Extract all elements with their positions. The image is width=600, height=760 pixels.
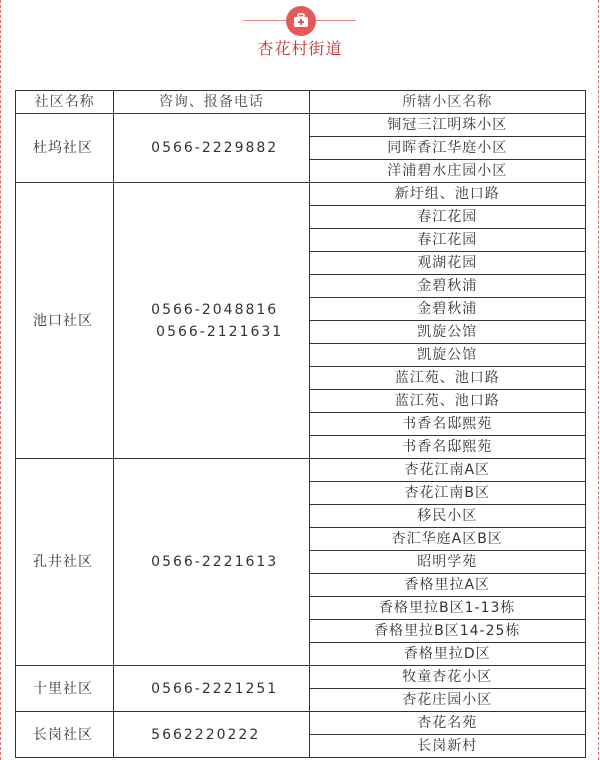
neighborhood-cell: 春江花园	[309, 206, 586, 229]
neighborhood-cell: 杏花江南A区	[309, 459, 586, 482]
neighborhood-cell: 书香名邸熙苑	[309, 436, 586, 459]
community-contact-table	[15, 90, 586, 758]
page-title: 杏花村街道	[257, 39, 343, 58]
phone-number: 0566-2221251	[151, 680, 279, 697]
neighborhood-cell: 香格里拉B区1-13栋	[309, 597, 586, 620]
table-row	[16, 183, 586, 206]
phone-cell	[114, 712, 309, 758]
phone-number: 0566-2229882	[151, 140, 279, 156]
header-divider-right	[316, 20, 356, 21]
page-border-left	[0, 0, 1, 760]
neighborhood-cell: 洋浦碧水庄园小区	[309, 160, 586, 183]
neighborhood-cell: 观湖花园	[309, 252, 586, 275]
neighborhood-cell: 香格里拉A区	[309, 574, 586, 597]
header-divider-left	[243, 20, 286, 21]
table-row	[16, 666, 586, 689]
neighborhood-cell: 新圩组、池口路	[309, 183, 586, 206]
neighborhood-cell: 凯旋公馆	[309, 344, 586, 367]
neighborhood-cell: 杏花名苑	[309, 712, 586, 735]
phone-number: 0566-2121631	[156, 323, 284, 340]
column-header-neighborhood: 所辖小区名称	[309, 91, 586, 114]
neighborhood-cell: 铜冠三江明珠小区	[309, 114, 586, 137]
phone-number: 0566-2221613	[151, 554, 279, 570]
section-header	[0, 0, 600, 70]
community-name: 长岗社区	[16, 712, 114, 758]
table-row	[16, 459, 586, 482]
neighborhood-cell: 牧童杏花小区	[309, 666, 586, 689]
neighborhood-cell: 书香名邸熙苑	[309, 413, 586, 436]
neighborhood-cell: 香格里拉D区	[309, 643, 586, 666]
table-row	[16, 114, 586, 137]
community-name: 十里社区	[16, 666, 114, 712]
medical-kit-icon	[286, 6, 316, 36]
column-header-phone: 咨询、报备电话	[114, 91, 309, 114]
phone-number: 0566-2048816	[151, 301, 279, 318]
phone-number: 5662220222	[151, 726, 261, 743]
neighborhood-cell: 移民小区	[309, 505, 586, 528]
table-header-row	[16, 91, 586, 114]
community-name: 杜坞社区	[16, 114, 114, 183]
neighborhood-cell: 同晖香江华庭小区	[309, 137, 586, 160]
neighborhood-cell: 蓝江苑、池口路	[309, 390, 586, 413]
community-name: 池口社区	[16, 183, 114, 459]
neighborhood-cell: 杏花庄园小区	[309, 689, 586, 712]
phone-cell	[114, 459, 309, 666]
column-header-community: 社区名称	[16, 91, 114, 114]
neighborhood-cell: 凯旋公馆	[309, 321, 586, 344]
phone-cell	[114, 666, 309, 712]
neighborhood-cell: 长岗新村	[309, 735, 586, 758]
phone-cell	[114, 183, 309, 459]
neighborhood-cell: 杏花江南B区	[309, 482, 586, 505]
neighborhood-cell: 春江花园	[309, 229, 586, 252]
neighborhood-cell: 金碧秋浦	[309, 298, 586, 321]
neighborhood-cell: 杏汇华庭A区B区	[309, 528, 586, 551]
neighborhood-cell: 昭明学苑	[309, 551, 586, 574]
page-border-right	[598, 0, 599, 760]
table-row	[16, 712, 586, 735]
neighborhood-cell: 香格里拉B区14-25栋	[309, 620, 586, 643]
neighborhood-cell: 金碧秋浦	[309, 275, 586, 298]
phone-cell	[114, 114, 309, 183]
neighborhood-cell: 蓝江苑、池口路	[309, 367, 586, 390]
community-name: 孔井社区	[16, 459, 114, 666]
